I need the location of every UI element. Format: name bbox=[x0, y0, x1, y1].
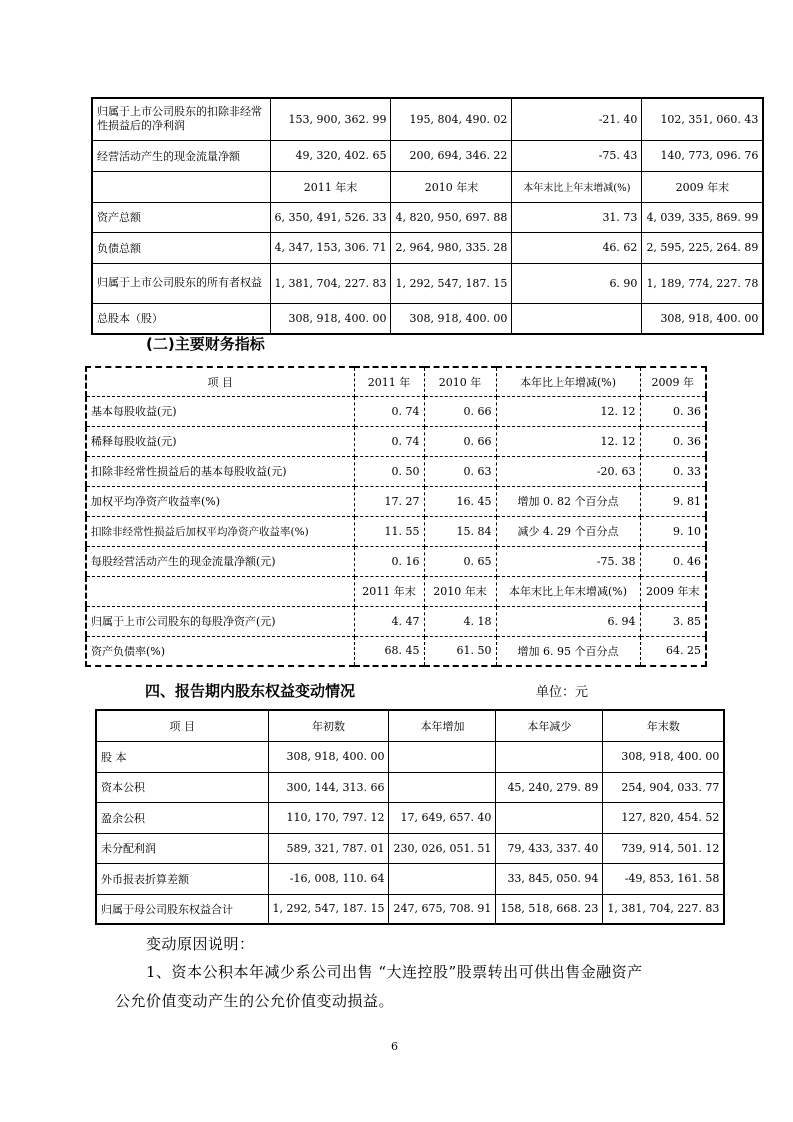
column-header: 本年增加 bbox=[389, 710, 496, 741]
cell: 308, 918, 400. 00 bbox=[391, 303, 512, 334]
section-heading: 四、报告期内股东权益变动情况 bbox=[145, 682, 356, 700]
row-label: 归属于母公司股东权益合计 bbox=[96, 894, 268, 924]
cell: 9. 10 bbox=[640, 516, 706, 546]
cell: 4. 18 bbox=[424, 606, 496, 636]
table-row bbox=[96, 894, 724, 924]
cell: 33, 845, 050. 94 bbox=[496, 863, 603, 894]
row-label: 资产负债率(%) bbox=[86, 636, 354, 666]
cell bbox=[496, 802, 603, 833]
row-label: 每股经营活动产生的现金流量净额(元) bbox=[86, 546, 354, 576]
cell: -49, 853, 161. 58 bbox=[603, 863, 724, 894]
cell: 6. 94 bbox=[496, 606, 640, 636]
cell: 6. 90 bbox=[512, 263, 642, 303]
row-label: 外币报表折算差额 bbox=[96, 863, 268, 894]
cell: 11. 55 bbox=[354, 516, 424, 546]
table-row bbox=[92, 232, 763, 263]
cell: 12. 12 bbox=[496, 426, 640, 456]
cell: 0. 16 bbox=[354, 546, 424, 576]
table-row bbox=[86, 396, 706, 426]
cell: -16, 008, 110. 64 bbox=[268, 863, 389, 894]
row-label: 归属于上市公司股东的每股净资产(元) bbox=[86, 606, 354, 636]
row-label: 资本公积 bbox=[96, 772, 268, 802]
column-header: 2009 年末 bbox=[640, 576, 706, 606]
cell: 300, 144, 313. 66 bbox=[268, 772, 389, 802]
cell: 0. 74 bbox=[354, 426, 424, 456]
explanation-heading: 变动原因说明： bbox=[146, 935, 255, 953]
column-header: 年初数 bbox=[268, 710, 389, 741]
row-label: 资产总额 bbox=[92, 202, 270, 232]
cell: 减少 4. 29 个百分点 bbox=[496, 516, 640, 546]
table-row bbox=[86, 546, 706, 576]
cell bbox=[389, 863, 496, 894]
cell: 0. 36 bbox=[640, 396, 706, 426]
cell: 308, 918, 400. 00 bbox=[642, 303, 763, 334]
table-row bbox=[92, 303, 763, 334]
cell: 68. 45 bbox=[354, 636, 424, 666]
unit-label: 单位：元 bbox=[536, 685, 589, 700]
cell: 增加 0. 82 个百分点 bbox=[496, 486, 640, 516]
table-row bbox=[92, 202, 763, 232]
cell: -21. 40 bbox=[512, 98, 642, 140]
column-header: 年末数 bbox=[603, 710, 724, 741]
cell: 247, 675, 708. 91 bbox=[389, 894, 496, 924]
cell: 110, 170, 797. 12 bbox=[268, 802, 389, 833]
table-row bbox=[96, 863, 724, 894]
row-label: 扣除非经常性损益后的基本每股收益(元) bbox=[86, 456, 354, 486]
column-header: 项 目 bbox=[96, 710, 268, 741]
cell: 1, 189, 774, 227. 78 bbox=[642, 263, 763, 303]
row-label: 股 本 bbox=[96, 741, 268, 772]
cell: 15. 84 bbox=[424, 516, 496, 546]
cell: 45, 240, 279. 89 bbox=[496, 772, 603, 802]
cell bbox=[389, 772, 496, 802]
cell: 0. 66 bbox=[424, 396, 496, 426]
table-row bbox=[86, 606, 706, 636]
cell: 61. 50 bbox=[424, 636, 496, 666]
cell bbox=[389, 741, 496, 772]
section-heading: (二)主要财务指标 bbox=[146, 335, 265, 353]
cell: 0. 36 bbox=[640, 426, 706, 456]
cell: 31. 73 bbox=[512, 202, 642, 232]
row-label: 稀释每股收益(元) bbox=[86, 426, 354, 456]
cell: 102, 351, 060. 43 bbox=[642, 98, 763, 140]
cell: 200, 694, 346. 22 bbox=[391, 140, 512, 171]
column-header: 本年末比上年末增减(%) bbox=[512, 171, 642, 202]
table-row bbox=[92, 263, 763, 303]
table-header-row bbox=[86, 367, 706, 396]
column-header: 2010 年 bbox=[424, 367, 496, 396]
column-header: 本年末比上年末增减(%) bbox=[496, 576, 640, 606]
cell: 254, 904, 033. 77 bbox=[603, 772, 724, 802]
empty-cell bbox=[86, 576, 354, 606]
column-header: 本年减少 bbox=[496, 710, 603, 741]
equity-changes-table bbox=[95, 709, 725, 925]
cell: 16. 45 bbox=[424, 486, 496, 516]
column-header: 2011 年末 bbox=[270, 171, 391, 202]
cell: 0. 50 bbox=[354, 456, 424, 486]
cell: 0. 65 bbox=[424, 546, 496, 576]
explanation-text: 公允价值变动产生的公允价值变动损益。 bbox=[115, 992, 395, 1010]
row-label: 扣除非经常性损益后加权平均净资产收益率(%) bbox=[86, 516, 354, 546]
column-header: 2011 年末 bbox=[354, 576, 424, 606]
row-label: 总股本（股） bbox=[92, 303, 270, 334]
table-row bbox=[96, 741, 724, 772]
cell: -75. 43 bbox=[512, 140, 642, 171]
table-header-row bbox=[96, 710, 724, 741]
table-row bbox=[86, 456, 706, 486]
row-label: 经营活动产生的现金流量净额 bbox=[92, 140, 270, 171]
table-header-row bbox=[92, 171, 763, 202]
cell bbox=[496, 741, 603, 772]
column-header: 项 目 bbox=[86, 367, 354, 396]
cell: 79, 433, 337. 40 bbox=[496, 833, 603, 863]
column-header: 本年比上年增减(%) bbox=[496, 367, 640, 396]
cell: 1, 292, 547, 187. 15 bbox=[268, 894, 389, 924]
cell: 1, 381, 704, 227. 83 bbox=[270, 263, 391, 303]
column-header: 2009 年末 bbox=[642, 171, 763, 202]
column-header: 2010 年末 bbox=[391, 171, 512, 202]
cell: 308, 918, 400. 00 bbox=[270, 303, 391, 334]
cell: 0. 66 bbox=[424, 426, 496, 456]
cell: 158, 518, 668. 23 bbox=[496, 894, 603, 924]
cell: 2, 595, 225, 264. 89 bbox=[642, 232, 763, 263]
row-label: 加权平均净资产收益率(%) bbox=[86, 486, 354, 516]
cell: 增加 6. 95 个百分点 bbox=[496, 636, 640, 666]
cell: 0. 46 bbox=[640, 546, 706, 576]
page-number: 6 bbox=[391, 1040, 398, 1053]
cell: 127, 820, 454. 52 bbox=[603, 802, 724, 833]
cell: 308, 918, 400. 00 bbox=[603, 741, 724, 772]
column-header: 2010 年末 bbox=[424, 576, 496, 606]
cell: 589, 321, 787. 01 bbox=[268, 833, 389, 863]
row-label: 未分配利润 bbox=[96, 833, 268, 863]
financial-data-table bbox=[91, 97, 764, 335]
cell: 140, 773, 096. 76 bbox=[642, 140, 763, 171]
row-label: 负债总额 bbox=[92, 232, 270, 263]
cell: 4, 820, 950, 697. 88 bbox=[391, 202, 512, 232]
cell: 1, 381, 704, 227. 83 bbox=[603, 894, 724, 924]
financial-indicators-table bbox=[85, 366, 707, 667]
table-row bbox=[96, 772, 724, 802]
cell: -75. 38 bbox=[496, 546, 640, 576]
table-row bbox=[86, 486, 706, 516]
cell: 2, 964, 980, 335. 28 bbox=[391, 232, 512, 263]
cell: 9. 81 bbox=[640, 486, 706, 516]
cell: 17, 649, 657. 40 bbox=[389, 802, 496, 833]
cell: 6, 350, 491, 526. 33 bbox=[270, 202, 391, 232]
cell: 0. 63 bbox=[424, 456, 496, 486]
empty-cell bbox=[92, 171, 270, 202]
table-header-row bbox=[86, 576, 706, 606]
cell: 4. 47 bbox=[354, 606, 424, 636]
table-row bbox=[92, 140, 763, 171]
row-label: 归属于上市公司股东的扣除非经常性损益后的净利润 bbox=[92, 98, 270, 140]
explanation-text: 1、资本公积本年减少系公司出售 “大连控股”股票转出可供出售金融资产 bbox=[146, 963, 643, 981]
table-row bbox=[86, 636, 706, 666]
cell: -20. 63 bbox=[496, 456, 640, 486]
cell: 17. 27 bbox=[354, 486, 424, 516]
table-row bbox=[92, 98, 763, 140]
cell: 195, 804, 490. 02 bbox=[391, 98, 512, 140]
cell: 4, 347, 153, 306. 71 bbox=[270, 232, 391, 263]
column-header: 2011 年 bbox=[354, 367, 424, 396]
cell: 4, 039, 335, 869. 99 bbox=[642, 202, 763, 232]
cell: 230, 026, 051. 51 bbox=[389, 833, 496, 863]
table-row bbox=[96, 833, 724, 863]
cell: 64. 25 bbox=[640, 636, 706, 666]
column-header: 2009 年 bbox=[640, 367, 706, 396]
cell: 0. 33 bbox=[640, 456, 706, 486]
cell: 153, 900, 362. 99 bbox=[270, 98, 391, 140]
cell: 49, 320, 402. 65 bbox=[270, 140, 391, 171]
cell: 12. 12 bbox=[496, 396, 640, 426]
row-label: 盈余公积 bbox=[96, 802, 268, 833]
table-row bbox=[86, 426, 706, 456]
cell: 1, 292, 547, 187. 15 bbox=[391, 263, 512, 303]
table-row bbox=[96, 802, 724, 833]
row-label: 归属于上市公司股东的所有者权益 bbox=[92, 263, 270, 303]
cell: 308, 918, 400. 00 bbox=[268, 741, 389, 772]
cell: 739, 914, 501. 12 bbox=[603, 833, 724, 863]
cell: 46. 62 bbox=[512, 232, 642, 263]
cell bbox=[512, 303, 642, 334]
cell: 0. 74 bbox=[354, 396, 424, 426]
cell: 3. 85 bbox=[640, 606, 706, 636]
row-label: 基本每股收益(元) bbox=[86, 396, 354, 426]
table-row bbox=[86, 516, 706, 546]
